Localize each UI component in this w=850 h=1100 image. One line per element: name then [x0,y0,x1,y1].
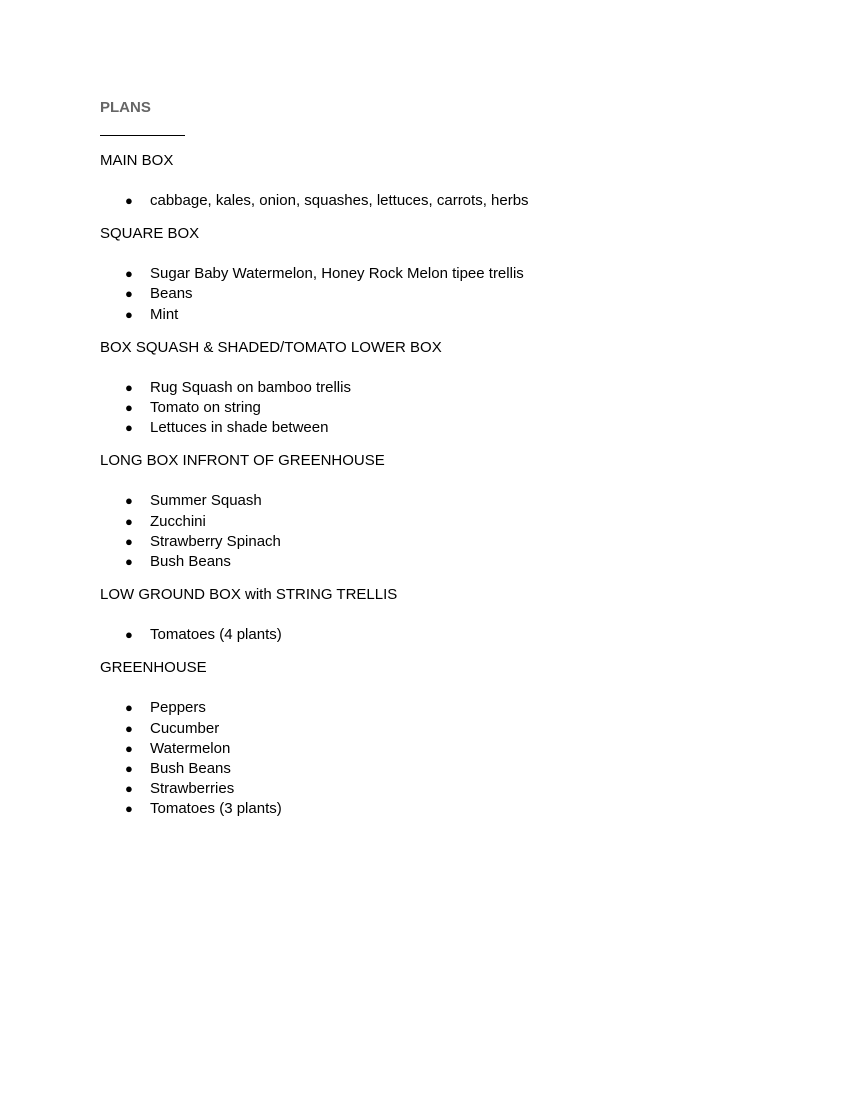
bullet-icon: ● [125,266,133,282]
bullet-icon: ● [125,700,133,716]
list-item-text: Beans [150,285,193,303]
bullet-list [100,378,750,439]
section-heading: SQUARE BOX [100,225,200,243]
list-item-text: Tomatoes (4 plants) [150,626,282,644]
list-item [100,378,750,398]
bullet-list [100,264,750,325]
list-item [100,759,750,779]
page-title: PLANS [100,99,151,116]
bullet-icon: ● [125,286,133,302]
section-heading: BOX SQUASH & SHADED/TOMATO LOWER BOX [100,338,442,356]
bullet-icon: ● [125,627,133,643]
bullet-icon: ● [125,306,133,322]
bullet-icon: ● [125,513,133,529]
list-item-text: Mint [150,305,179,323]
section [100,338,750,439]
list-item [100,799,750,819]
list-item [100,398,750,418]
document-body [100,98,750,820]
title-rule-line [100,135,185,136]
list-item-text: Bush Beans [150,760,231,778]
list-item [100,491,750,511]
list-item [100,739,750,759]
list-item [100,512,750,532]
section [100,585,750,645]
list-item [100,284,750,304]
section [100,658,750,819]
bullet-icon: ● [125,400,133,416]
list-item [100,719,750,739]
bullet-icon: ● [125,761,133,777]
bullet-icon: ● [125,740,133,756]
title-underline [100,118,750,138]
list-item [100,532,750,552]
bullet-icon: ● [125,801,133,817]
bullet-icon: ● [125,493,133,509]
section [100,224,750,325]
list-item [100,418,750,438]
section [100,451,750,572]
bullet-list [100,491,750,572]
bullet-icon: ● [125,193,133,208]
bullet-list [100,625,750,645]
section-heading: LOW GROUND BOX with STRING TRELLIS [100,586,398,604]
list-item-text: Strawberries [150,780,235,798]
list-item [100,305,750,325]
bullet-icon: ● [125,533,133,549]
bullet-icon: ● [125,554,133,570]
list-item-text: Strawberry Spinach [150,532,281,550]
list-item [100,264,750,284]
list-item [100,625,750,645]
list-item [100,552,750,572]
list-item-text: Tomatoes (3 plants) [150,800,282,818]
section [100,151,750,211]
bullet-icon: ● [125,379,133,395]
bullet-icon: ● [125,781,133,797]
list-item-text: Rug Squash on bamboo trellis [150,378,351,396]
list-item-text: Tomato on string [150,399,261,417]
list-item-text: Watermelon [150,739,231,757]
list-item-text: Zucchini [150,512,206,530]
list-item-text: Lettuces in shade between [150,419,329,437]
bullet-list [100,191,750,211]
list-item-text: Sugar Baby Watermelon, Honey Rock Melon tipee trellis [150,265,524,283]
bullet-icon: ● [125,420,133,436]
bullet-list [100,698,750,819]
list-item [100,698,750,718]
list-item-text: Peppers [150,699,206,717]
list-item [100,191,750,211]
list-item-text: Summer Squash [150,492,262,510]
list-item-text: Cucumber [150,719,220,737]
list-item-text: cabbage, kales, onion, squashes, lettuces, carrots, herbs [150,192,529,209]
section-heading: LONG BOX INFRONT OF GREENHOUSE [100,452,385,470]
list-item-text: Bush Beans [150,553,231,571]
bullet-icon: ● [125,720,133,736]
list-item [100,779,750,799]
section-heading: GREENHOUSE [100,659,207,677]
section-heading: MAIN BOX [100,152,174,169]
sections-container [100,151,750,820]
